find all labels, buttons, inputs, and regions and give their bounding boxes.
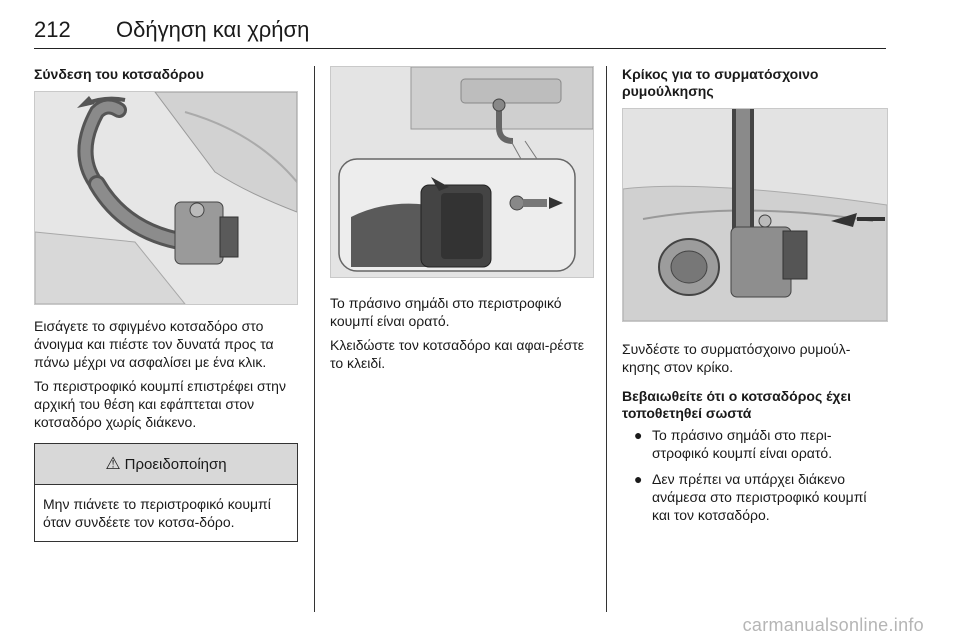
column-divider-2 [606, 66, 607, 612]
bullet-text: Δεν πρέπει να υπάρχει διάκενο ανάμεσα στο περιστροφικό κουμπί και τον κοτσαδόρο. [652, 471, 867, 523]
page-number: 212 [34, 17, 71, 42]
warning-icon: ⚠ [105, 454, 121, 473]
insert-instruction-text: Εισάγετε το σφιγμένο κοτσαδόρο στο άνοιγμα και πιέστε τον δυνατά προς τα πάνω μέχρι να ασφαλίσει με ένα κλικ. [34, 318, 274, 370]
warning-header [35, 444, 297, 485]
lock-key-text: Κλειδώστε τον κοτσαδόρο και αφαι-ρέστε το κλειδί. [330, 337, 585, 371]
column-divider-1 [314, 66, 315, 612]
column-2 [330, 60, 592, 378]
check-bullet-list [622, 426, 888, 524]
section-title-tow-eye: Κρίκος για το συρματόσχοινο ρυμούλκησης [622, 66, 819, 99]
bullet-icon: ● [634, 471, 643, 487]
column-3 [622, 60, 888, 532]
section-title-coupling: Σύνδεση του κοτσαδόρου [34, 66, 204, 82]
figure-key-lock [330, 66, 594, 278]
green-mark-text: Το πράσινο σημάδι στο περιστροφικό κουμπί είναι ορατό. [330, 295, 562, 329]
connect-rope-text: Συνδέστε το συρματόσχοινο ρυμούλ-κησης στον κρίκο. [622, 341, 851, 375]
bullet-icon: ● [634, 427, 643, 443]
check-subheading: Βεβαιωθείτε ότι ο κοτσαδόρος έχει τοποθετηθεί σωστά [622, 388, 852, 421]
warning-box [34, 443, 298, 542]
page-header [34, 14, 886, 49]
bullet-text: Το πράσινο σημάδι στο περι-στροφικό κουμπί είναι ορατό. [652, 427, 833, 461]
chapter-title: Οδήγηση και χρήση [116, 17, 310, 42]
key-lock-illustration [331, 67, 593, 277]
figure-tow-eye [622, 108, 888, 322]
watermark: carmanualsonline.info [742, 615, 924, 635]
figure-towbar-insertion [34, 91, 298, 305]
list-item [622, 426, 888, 462]
warning-text: Μην πιάνετε το περιστροφικό κουμπί όταν συνδέετε τον κοτσα-δόρο. [43, 496, 271, 530]
towbar-insertion-illustration [35, 92, 297, 304]
tow-eye-illustration [623, 109, 887, 321]
column-1 [34, 60, 298, 542]
list-item [622, 470, 888, 524]
knob-return-text: Το περιστροφικό κουμπί επιστρέφει στην αρχική του θέση και εφάπτεται στον κοτσαδόρο χωρίς διάκενο. [34, 378, 286, 430]
warning-title: Προειδοποίηση [124, 455, 227, 473]
